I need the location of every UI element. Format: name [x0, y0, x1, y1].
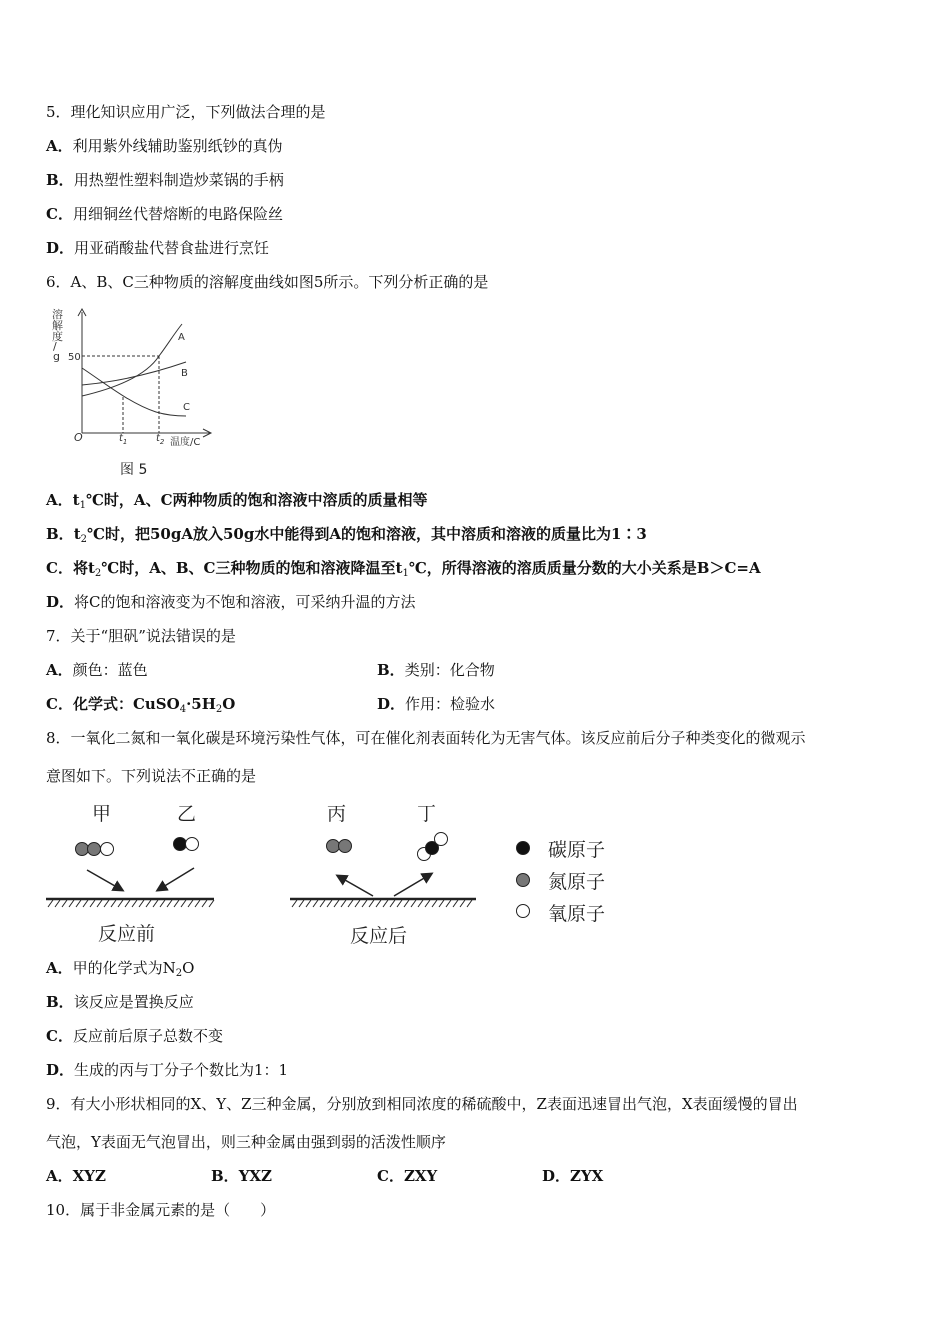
q5-stem: 5．理化知识应用广泛，下列做法合理的是 [46, 103, 326, 121]
bing-nitrogen-atom [327, 840, 340, 853]
hatch-mark [139, 900, 144, 907]
hatch-mark [327, 900, 332, 907]
ylabel-char: 溶 [52, 308, 63, 321]
q9-option-d: D．ZYX [542, 1167, 604, 1185]
label-ding: 丁 [417, 803, 437, 825]
q7-option-c: C．化学式：$CuSO_4\cdot 5H_2O$ [46, 695, 236, 715]
q8-option-d: D．生成的丙与丁分子个数比为1：1 [46, 1061, 289, 1079]
curve-a [82, 324, 182, 396]
hatch-mark [432, 900, 437, 907]
hatch-mark [69, 900, 74, 907]
surface-hatching-before [48, 900, 214, 907]
q9-option-b: B．YXZ [211, 1167, 272, 1185]
q7-stem: 7．关于“胆矾”说法错误的是 [46, 627, 236, 645]
t1-label: $t_1$ [119, 433, 128, 446]
hatch-mark [209, 900, 214, 907]
q8-option-b: B．该反应是置换反应 [46, 993, 194, 1011]
hatch-mark [390, 900, 395, 907]
curve-c-label: C [183, 402, 190, 413]
q6-option-c: C．将$t_2℃$时，A、B、C三种物质的饱和溶液降温至$t_1℃$，所得溶液的溶质质量分数的大小关系是B＞C=A [46, 559, 761, 579]
q6-option-b: B．$t_2℃$时，把50gA放入50g水中能得到A的饱和溶液，其中溶质和溶液的质量比为1∶3 [46, 525, 647, 545]
hatch-mark [418, 900, 423, 907]
hatch-mark [125, 900, 130, 907]
hatch-mark [299, 900, 304, 907]
arrow-bing-out [338, 876, 373, 896]
hatch-mark [111, 900, 116, 907]
q6-stem: 6．A、B、C三种物质的溶解度曲线如图5所示。下列分析正确的是 [46, 273, 489, 291]
q8-option-a: A．甲的化学式为$N_2O$ [46, 959, 195, 979]
hatch-mark [383, 900, 388, 907]
q10-stem: 10．属于非金属元素的是（ ） [46, 1201, 276, 1219]
q5-option-d: D．用亚硝酸盐代替食盐进行烹饪 [46, 239, 270, 257]
label-bing: 丙 [327, 803, 347, 825]
hatch-mark [397, 900, 402, 907]
hatch-mark [425, 900, 430, 907]
hatch-mark [188, 900, 193, 907]
hatch-mark [146, 900, 151, 907]
jia-oxygen-atom [101, 843, 114, 856]
ylabel-char: g [53, 350, 60, 363]
hatch-mark [369, 900, 374, 907]
hatch-mark [48, 900, 53, 907]
hatch-mark [62, 900, 67, 907]
hatch-mark [90, 900, 95, 907]
bing-nitrogen-atom [339, 840, 352, 853]
hatch-mark [404, 900, 409, 907]
hatch-mark [181, 900, 186, 907]
label-yi: 乙 [177, 803, 197, 825]
yi-carbon-atom [174, 838, 187, 851]
q6-option-d: D．将C的饱和溶液变为不饱和溶液，可采纳升温的方法 [46, 593, 416, 611]
hatch-mark [446, 900, 451, 907]
hatch-mark [306, 900, 311, 907]
hatch-mark [313, 900, 318, 907]
jia-nitrogen-atom [88, 843, 101, 856]
label-before: 反应前 [98, 923, 156, 945]
hatch-mark [132, 900, 137, 907]
arrow-yi-in [158, 868, 194, 890]
hatch-mark [97, 900, 102, 907]
hatch-mark [355, 900, 360, 907]
y-tick-50: 50 [68, 352, 81, 363]
ylabel-char: 解 [52, 319, 63, 332]
hatch-mark [453, 900, 458, 907]
q7-option-d: D．作用：检验水 [377, 695, 496, 713]
hatch-mark [174, 900, 179, 907]
hatch-mark [467, 900, 472, 907]
solubility-curve-figure [46, 304, 226, 480]
legend-carbon-atom [517, 842, 530, 855]
label-after: 反应后 [350, 925, 408, 947]
curve-b [82, 362, 186, 385]
hatch-mark [118, 900, 123, 907]
label-jia: 甲 [92, 803, 112, 825]
hatch-mark [376, 900, 381, 907]
q7-option-b: B．类别：化合物 [377, 661, 495, 679]
hatch-mark [334, 900, 339, 907]
curve-b-label: B [181, 368, 188, 379]
hatch-mark [411, 900, 416, 907]
legend-oxygen-atom [517, 905, 530, 918]
q5-option-b: B．用热塑性塑料制造炒菜锅的手柄 [46, 171, 284, 189]
x-axis-label: 温度/C [170, 437, 201, 448]
jia-nitrogen-atom [76, 843, 89, 856]
q7-option-a: A．颜色：蓝色 [46, 661, 148, 679]
hatch-mark [83, 900, 88, 907]
q8-stem-line1: 8．一氧化二氮和一氧化碳是环境污染性气体，可在催化剂表面转化为无害气体。该反应前后分子种类变化的微观示 [46, 729, 806, 747]
legend-carbon-label: 碳原子 [548, 839, 606, 861]
q8-option-c: C．反应前后原子总数不变 [46, 1027, 223, 1045]
arrow-ding-out [394, 874, 431, 896]
ylabel-char: / [53, 340, 57, 353]
hatch-mark [195, 900, 200, 907]
q9-stem-line1: 9．有大小形状相同的X、Y、Z三种金属，分别放到相同浓度的稀硫酸中，Z表面迅速冒出气泡，X表面缓慢的冒出 [46, 1095, 798, 1113]
hatch-mark [153, 900, 158, 907]
curve-a-label: A [178, 332, 185, 343]
ylabel-char: 度 [52, 330, 63, 343]
hatch-mark [292, 900, 297, 907]
hatch-mark [76, 900, 81, 907]
legend-nitrogen-atom [517, 874, 530, 887]
q9-stem-line2: 气泡，Y表面无气泡冒出，则三种金属由强到弱的活泼性顺序 [46, 1133, 446, 1151]
q9-option-c: C．ZXY [377, 1167, 438, 1185]
hatch-mark [439, 900, 444, 907]
legend-nitrogen-label: 氮原子 [548, 871, 606, 893]
hatch-mark [202, 900, 207, 907]
surface-hatching-after [292, 900, 472, 907]
q6-option-a: A．$t_1℃$时，A、C两种物质的饱和溶液中溶质的质量相等 [46, 491, 428, 511]
origin-label: O [74, 431, 83, 444]
hatch-mark [160, 900, 165, 907]
legend-oxygen-label: 氧原子 [548, 903, 606, 925]
t2-label: $t_2$ [156, 433, 165, 446]
q5-option-a: A．利用紫外线辅助鉴别纸钞的真伪 [46, 137, 283, 155]
hatch-mark [104, 900, 109, 907]
q8-stem-line2: 意图如下。下列说法不正确的是 [46, 767, 257, 785]
q9-option-a: A．XYZ [46, 1167, 106, 1185]
reaction-micro-diagram [40, 796, 630, 950]
arrow-jia-in [87, 870, 122, 890]
hatch-mark [320, 900, 325, 907]
ding-oxygen-atom [435, 833, 448, 846]
hatch-mark [55, 900, 60, 907]
hatch-mark [362, 900, 367, 907]
hatch-mark [341, 900, 346, 907]
yi-oxygen-atom [186, 838, 199, 851]
figure-caption: 图 5 [120, 462, 148, 478]
hatch-mark [460, 900, 465, 907]
hatch-mark [167, 900, 172, 907]
q5-option-c: C．用细铜丝代替熔断的电路保险丝 [46, 205, 283, 223]
hatch-mark [348, 900, 353, 907]
